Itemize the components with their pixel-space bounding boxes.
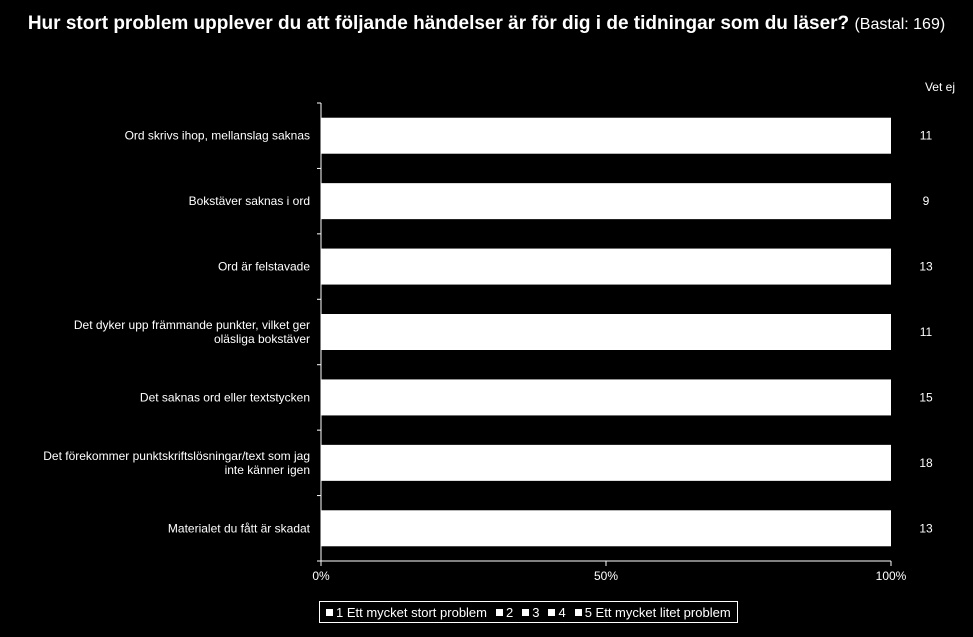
vet-ej-value: 18 bbox=[919, 455, 933, 470]
bar-segment bbox=[549, 379, 663, 415]
chart-subtitle: (Bastal: 169) bbox=[854, 16, 946, 33]
vet-ej-header: Vet ej bbox=[924, 80, 955, 94]
vet-ej-value: 13 bbox=[919, 259, 933, 274]
bar-segment bbox=[549, 183, 663, 219]
bar-segment bbox=[777, 183, 891, 219]
bar-segment bbox=[321, 314, 435, 350]
vet-ej-value: 15 bbox=[919, 390, 933, 405]
bar-segment bbox=[777, 249, 891, 285]
legend-label: 1 Ett mycket stort problem bbox=[336, 604, 487, 620]
bar-segment bbox=[663, 118, 777, 154]
legend-label: 4 bbox=[558, 604, 566, 620]
category-label: Det förekommer punktskriftslösningar/text som jag bbox=[43, 448, 310, 463]
category-label: Bokstäver saknas i ord bbox=[188, 194, 310, 209]
category-label: Ord är felstavade bbox=[217, 259, 310, 274]
legend-item bbox=[522, 605, 539, 620]
legend-item bbox=[326, 605, 487, 620]
bar-segment bbox=[321, 510, 435, 546]
legend-swatch bbox=[575, 609, 582, 616]
bar-segment bbox=[435, 445, 549, 481]
bar-segment bbox=[549, 314, 663, 350]
bar-segment bbox=[435, 379, 549, 415]
bar-segment bbox=[549, 445, 663, 481]
bar-segment bbox=[549, 510, 663, 546]
legend-swatch bbox=[548, 609, 555, 616]
bar-segment bbox=[777, 510, 891, 546]
vet-ej-value: 11 bbox=[919, 128, 933, 143]
vet-ej-value: 13 bbox=[919, 521, 933, 536]
bar-segment bbox=[777, 445, 891, 481]
bar-segment bbox=[435, 183, 549, 219]
legend-item bbox=[548, 605, 565, 620]
vet-ej-value: 11 bbox=[919, 325, 933, 339]
bar-segment bbox=[663, 183, 777, 219]
bar-segment bbox=[321, 183, 435, 219]
bar-segment bbox=[663, 445, 777, 481]
bar-segment bbox=[435, 118, 549, 154]
legend-label: 5 Ett mycket litet problem bbox=[584, 604, 731, 620]
bar-segment bbox=[435, 314, 549, 350]
chart-title-text: Hur stort problem upplever du att följande händelser är för dig i de tidningar som du läser? bbox=[27, 13, 850, 34]
bar-segment bbox=[549, 249, 663, 285]
bar-segment bbox=[435, 249, 549, 285]
category-label: Det dyker upp främmande punkter, vilket ger bbox=[73, 318, 310, 332]
bar-segment bbox=[321, 118, 435, 154]
category-label: oläsliga bokstäver bbox=[213, 332, 310, 346]
bar-segment bbox=[663, 314, 777, 350]
legend-item bbox=[575, 605, 731, 620]
category-label: Det saknas ord eller textstycken bbox=[139, 390, 310, 405]
bar-segment bbox=[777, 314, 891, 350]
vet-ej-value: 9 bbox=[922, 194, 930, 209]
x-tick-label: 50% bbox=[593, 569, 619, 583]
bar-segment bbox=[777, 118, 891, 154]
bar-segment bbox=[549, 118, 663, 154]
bar-segment bbox=[663, 510, 777, 546]
legend-label: 3 bbox=[532, 604, 540, 620]
bar-segment bbox=[321, 379, 435, 415]
plot-area bbox=[43, 103, 933, 583]
bar-segment bbox=[663, 249, 777, 285]
legend-label: 2 bbox=[506, 604, 514, 620]
legend-swatch bbox=[496, 609, 503, 616]
x-tick-label: 100% bbox=[875, 569, 907, 583]
legend-swatch bbox=[326, 609, 333, 616]
legend-swatch bbox=[522, 609, 529, 616]
category-label: Materialet du fått är skadat bbox=[167, 521, 310, 536]
bar-segment bbox=[321, 249, 435, 285]
bar-segment bbox=[777, 379, 891, 415]
bar-segment bbox=[435, 510, 549, 546]
bar-segment bbox=[663, 379, 777, 415]
legend bbox=[319, 601, 738, 623]
category-label: inte känner igen bbox=[224, 462, 310, 477]
legend-item bbox=[496, 605, 513, 620]
x-tick-label: 0% bbox=[312, 569, 330, 583]
category-label: Ord skrivs ihop, mellanslag saknas bbox=[124, 128, 310, 143]
bar-segment bbox=[321, 445, 435, 481]
